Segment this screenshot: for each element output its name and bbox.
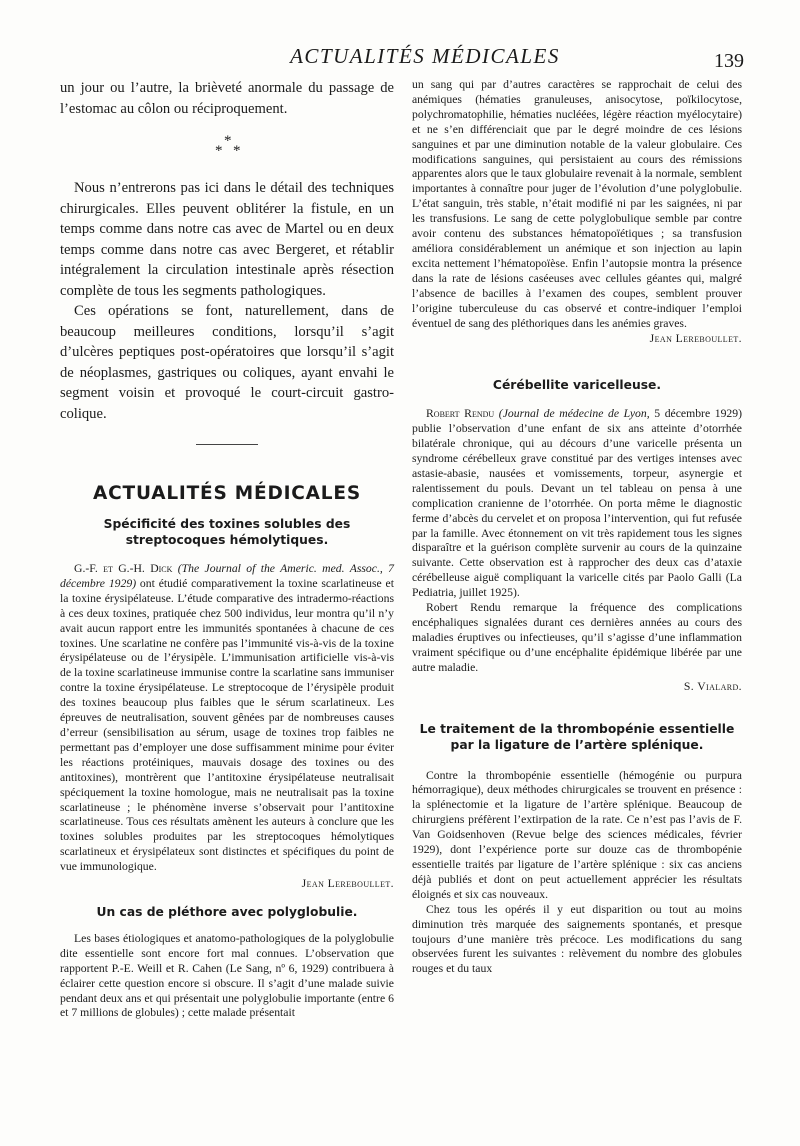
surgery-article-end — [60, 78, 394, 424]
asterism-star: * — [215, 143, 223, 159]
article-title: Le traitement de la thrombopénie essentielle par la ligature de l’artère splénique. — [419, 721, 735, 752]
asterism — [60, 128, 394, 168]
page-number: 139 — [714, 50, 744, 72]
signature: S. Vialard. — [683, 679, 742, 693]
paragraph — [60, 562, 394, 875]
citation: (Journal de médecine de Lyon, — [498, 407, 650, 421]
article-title: Spécificité des toxines solubles des streptocoques hémolytiques. — [103, 517, 351, 547]
article-thrombopenie — [412, 721, 742, 978]
article-cerebellite — [412, 377, 742, 694]
paragraph: Chez tous les opérés il y eut disparition ou tout au moins diminution très marquée des saignements spontanés, et presque toujours d’une manière très précoce. Les modifications du sang observées furent les suivantes : relèvement du nombre des globules rouges et du taux — [412, 902, 742, 976]
signature: Jean Lereboullet. — [649, 332, 742, 346]
article-title: Un cas de pléthore avec polyglobulie. — [96, 904, 358, 919]
paragraph: un jour ou l’autre, la brièveté anormale du passage de l’estomac au côlon ou réciproquement. — [60, 80, 394, 117]
paragraph: Ces opérations se font, naturellement, dans de beaucoup meilleures conditions, lorsqu’il s’agit d’ulcères peptiques post-opératoires que lorsqu’il s’agit de néoplasmes, gastriques ou coliques, ayant envahi le segment voisin et provoqué le court-circuit gastro-colique. — [60, 303, 394, 422]
section-title: ACTUALITÉS MÉDICALES — [93, 483, 361, 504]
running-title: ACTUALITÉS MÉDICALES — [290, 44, 560, 68]
paragraph — [412, 407, 742, 601]
paragraph: Les bases étiologiques et anatomo-pathologiques de la polyglobulie dite essentielle sont encore fort mal connues. L’observation que rapportent P.-E. Weill et R. Cahen (Le Sang, nº 6, 1929) contribuera à éclairer cette question encore si obscure. Il s’agit d’une malade suivie pendant deux ans et qui présentait une polyglobulie importante (entre 6 et 7 millions de globules) ; cette malade présentait — [60, 931, 394, 1020]
asterism-star: * — [233, 143, 241, 159]
left-column — [60, 78, 394, 1021]
signature: Jean Lereboullet. — [301, 877, 394, 891]
article-title: Cérébellite varicelleuse. — [492, 378, 662, 393]
asterism-star: * — [224, 133, 232, 149]
author-name: G.-F. et G.-H. Dick — [74, 562, 173, 575]
citation: (The Journal of the Americ. med. Assoc., 7 décembre 1929) — [60, 562, 395, 590]
article-streptococcus — [60, 516, 394, 892]
paragraph: Robert Rendu remarque la fréquence des complications encéphaliques signalées durant ces dernières années au cours des maladies éruptives ou infectieuses, qu’il s’agisse d’une inflammation vraiment spécifique ou d’une encéphalite épidémique libérée par une autre maladie. — [412, 601, 742, 674]
paragraph-text: ont étudié comparativement la toxine scarlatineuse et la toxine érysipélateuse. L’étude comparative des intradermo-réactions à ces deux toxines, pratiquée chez 500 individus, leur montra qu’il n’y avait aucun rapport entre les immunités spontanées à chacune de ces toxines. Une scarlatine ne confère pas l’immunité vis-à-vis de la toxine érysipélateuse ou de l’érysipèle. L’immunisation artificielle vis-à-vis de la toxine scarlatineuse immunise contre la scarlatine sans immuniser contre la toxine érysipélateuse. Le streptocoque de l’érysipèle produit des toxines beaucoup plus faibles que le sérum scarlatineux. Les épreuves de neutralisation, souvent gênées par de nombreuses causes d’erreur (sensibilisation au sérum, usage de toxines trop faibles ne permettant pas d’employer une dose suffisamment minime pour éviter les réactions protéiniques, mauvais dosage des toxines ou des antitoxines), montrèrent que l’antitoxine érysipélateuse neutralisait spéciquement la toxine homologue, mais ne neutralisait pas la toxine scarlatineuse ; le phénomène inverse s’observait pour l’antitoxine scarlatineuse. Tous ces résultats amènent les auteurs à conclure que les toxines solubles produites par les streptocoques hémolytiques scarlatineux et érysipélateux sont distinctes et spécifiques du point de vue immunologique. — [60, 576, 394, 874]
section-divider — [196, 444, 258, 445]
article-polyglobulie-continued — [412, 78, 742, 347]
running-head — [0, 44, 800, 78]
article-polyglobulie — [60, 904, 394, 1021]
author-name: Robert Rendu — [426, 407, 495, 421]
paragraph: un sang qui par d’autres caractères se rapprochait de celui des anémiques (hématies granuleuses, anisocytose, poïkilocytose, polychromatophilie, hématies nucléées, légère réaction myélocytaire) et ne s’en différenciait que par le degré moindre de ces lésions sanguines et par une diminution notable de la valeur globulaire. Ces modifications sanguines, qui persistaient au cours des rémissions apparentes alors que le taux globulaire revenait à la normale, semblent importantes à connaître pour juger de l’évolution d’une polyglobulie. L’état sanguin, très stable, n’était modifié ni par les saignées, ni par les transfusions. Le sang de cette polyglobulique semble par contre avoir contenu des substances hématopoïétiques ; sa transfusion améliora considérablement un anémique et son injection au lapin excita nettement l’hématopoïèse. Enfin l’autopsie montra la présence dans la rate de lésions caséeuses avec cellules géantes qui, malgré l’absence de bacilles à l’examen des coupes, semblent prouver l’origine tuberculeuse du cas observé et contre-indiquer l’emploi éventuel de sang des pléthoriques dans les anémies graves. — [412, 78, 742, 330]
paragraph-text: 5 décembre 1929) publie l’observation d’une enfant de six ans atteinte d’otorrhée bilatérale chronique, qui au décours d’une varicelle présenta un syndrome cérébelleux grave constitué par des vertiges intenses avec astasie-abasie, nausées et vomissements, torpeur, asynergie et ralentissement du pouls. Devant un tel tableau on pensa à une complication cranienne de l’otorrhée. On porta même le diagnostic ferme d’abcès du cervelet et on proposa l’intervention, qui fut refusée par la famille. Avec étonnement on vit très rapidement tous les signes disparaître et la guérison complète survenir au cours de la quinzaine suivante. Cette observation est à rapprocher des deux cas d’ataxie cérébelleuse aiguë compliquant la varicelle cités par Paolo Galli (La Pediatria, juillet 1925). — [412, 407, 743, 600]
paragraph: Nous n’entrerons pas ici dans le détail des techniques chirurgicales. Elles peuvent oblitérer la fistule, en un temps comme dans notre cas avec de Martel ou en deux temps comme dans notre cas avec Bergeret, et rétablir intégralement la circulation intestinale après résection complète de tous les segments pathologiques. — [60, 180, 394, 299]
right-column — [412, 78, 742, 977]
paragraph: Contre la thrombopénie essentielle (hémogénie ou purpura hémorragique), deux méthodes chirurgicales se trouvent en présence : la splénectomie et la ligature de l’artère splénique. Beaucoup de chirurgiens préfèrent l’extirpation de la rate. Ce n’est pas l’avis de F. Van Goidsenhoven (Revue belge des sciences médicales, février 1929), dont l’expérience porte sur douze cas de thrombopénie essentielle traités par ligature de l’artère splénique : six cas anciens déjà publiés et dont on peut actuellement apprécier les résultats éloignés et six cas nouveaux. — [412, 768, 742, 901]
